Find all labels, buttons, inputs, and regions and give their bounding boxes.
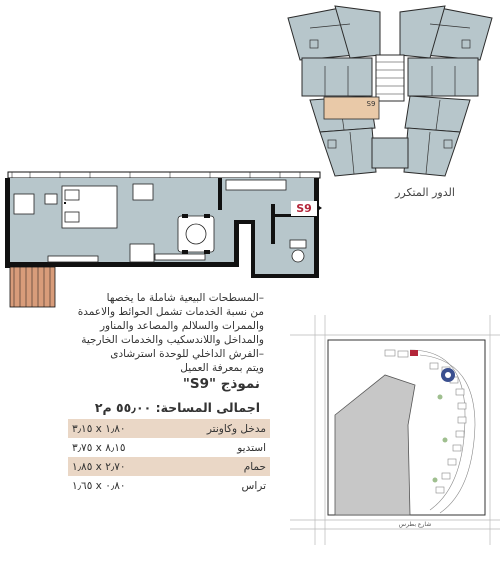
rooms-table <box>68 419 270 495</box>
note-line: –المسطحات البيعية شاملة ما يخصها <box>106 292 264 304</box>
room-name: مدخل وكاونتر <box>206 422 266 435</box>
total-area: اجمالى المساحة: ٥٥٫٠٠ م٢ <box>94 400 260 415</box>
room-dims: ٣٫٧٥ x ٨٫١٥ <box>72 441 126 454</box>
note-line: ويتم بمعرفة العميل <box>180 362 264 374</box>
table-row <box>68 419 270 438</box>
room-name: استديو <box>237 441 266 454</box>
floor-plan-label: الدور المتكرر <box>395 186 455 199</box>
table-row <box>68 438 270 457</box>
site-plan <box>290 315 500 545</box>
notes-block <box>14 291 264 375</box>
note-line: والمداخل واللاندسكيب والخدمات الخارجية <box>81 334 264 346</box>
room-name: حمام <box>243 460 266 473</box>
floor-plan-highlight-tag: S9 <box>366 100 376 108</box>
street-label: شارع بطرس <box>398 521 432 528</box>
note-line: من نسبة الخدمات تشمل الحوائط والاعمدة <box>77 306 264 318</box>
typical-floor-plan <box>280 0 500 185</box>
room-dims: ١٫٨٥ x ٢٫٧٠ <box>72 460 126 473</box>
room-dims: ١٫٦٥ x ٠٫٨٠ <box>72 479 126 492</box>
room-name: تراس <box>241 479 266 492</box>
model-title: نموذج "S9" <box>182 376 260 392</box>
table-row <box>68 457 270 476</box>
note-line: والممرات والسلالم والمصاعد والمناور <box>99 320 264 332</box>
note-line: –الفرش الداخلي للوحدة استرشادى <box>110 348 264 360</box>
room-dims: ٣٫١٥ x ١٫٨٠ <box>72 422 126 435</box>
unit-tag: S9 <box>291 201 317 216</box>
table-row <box>68 476 270 495</box>
